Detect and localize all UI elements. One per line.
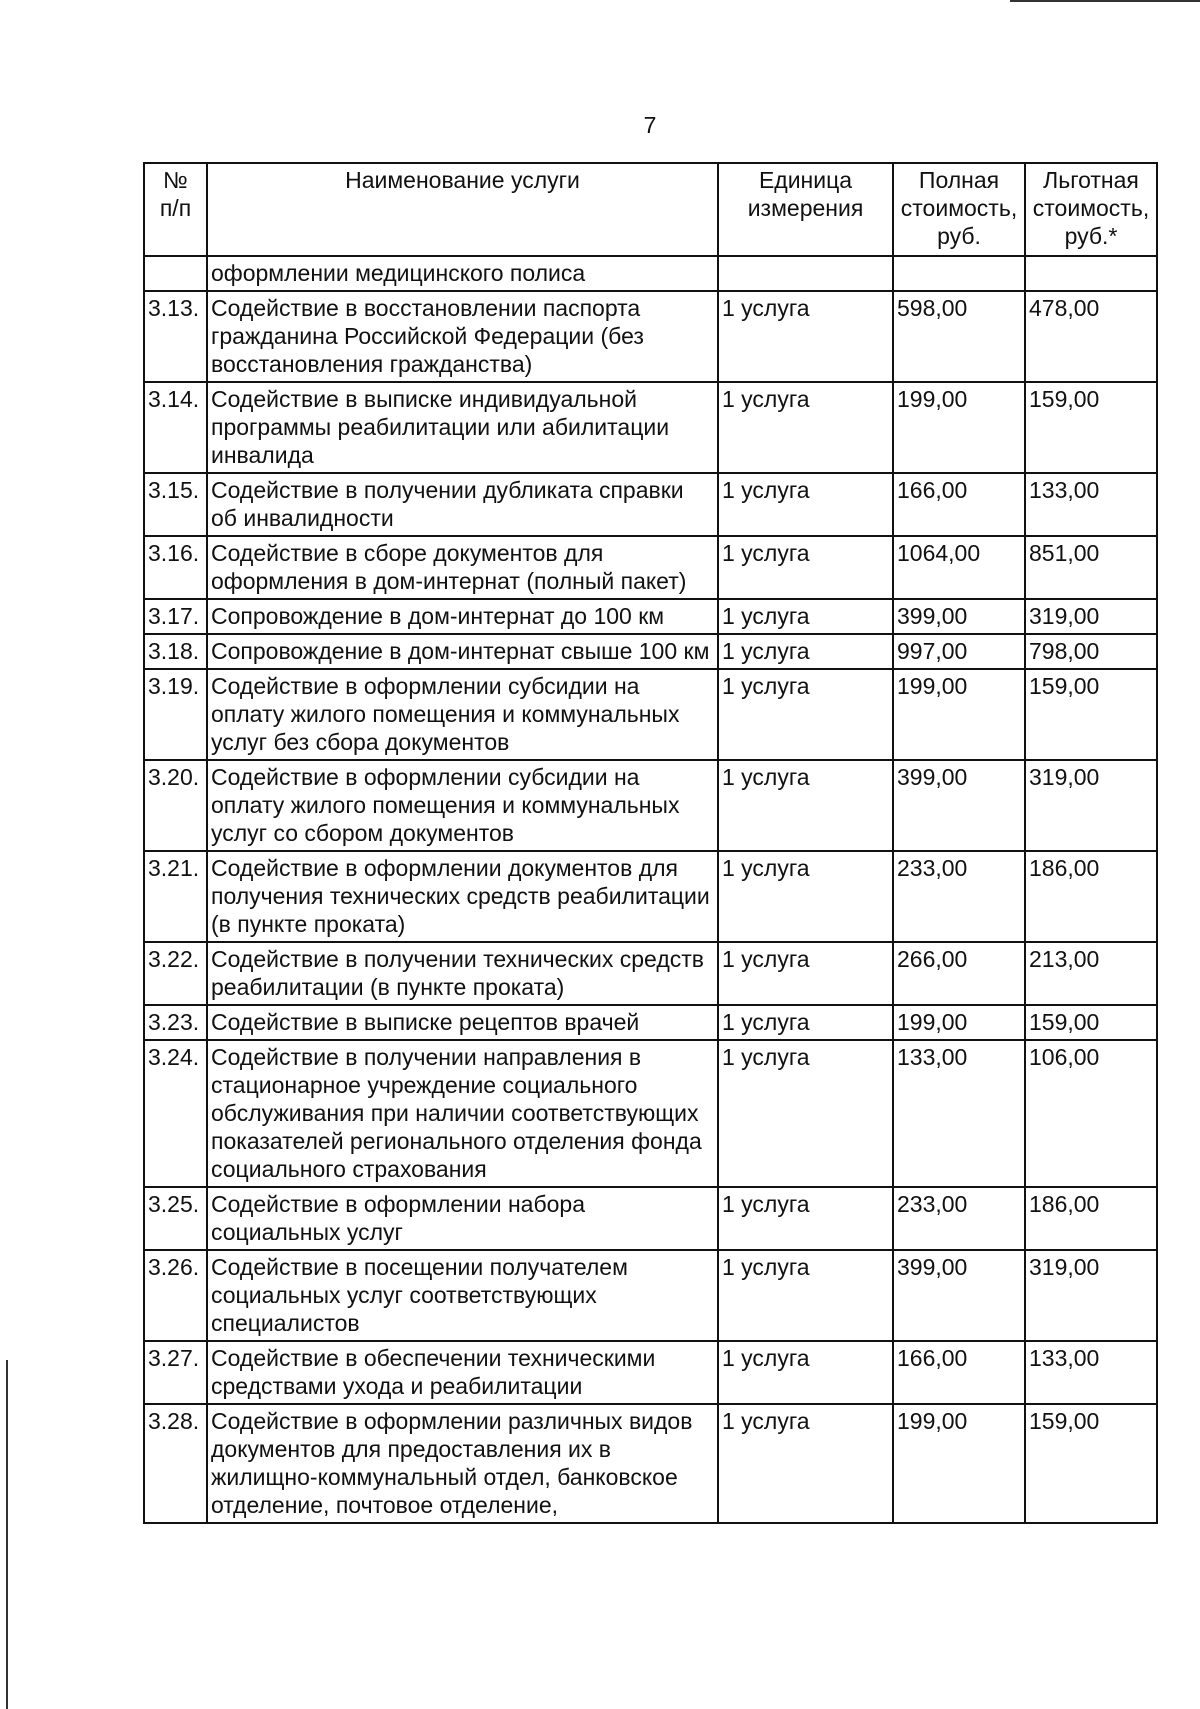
table-row — [144, 760, 1157, 851]
row-service-name: Содействие в получении направления в стационарное учреждение социального обслуживания при наличии соответствующих показателей регионального отделения фонда социального страхования — [207, 1040, 718, 1187]
row-number: 3.20. — [144, 760, 207, 851]
row-unit: 1 услуга — [718, 599, 893, 634]
row-service-name: Содействие в оформлении различных видов документов для предоставления их в жилищно-коммунальный отдел, банковское отделение, почтовое отделение, — [207, 1404, 718, 1523]
row-unit: 1 услуга — [718, 1040, 893, 1187]
row-discount-price: 319,00 — [1025, 760, 1157, 851]
row-service-name: Содействие в обеспечении техническими средствами ухода и реабилитации — [207, 1341, 718, 1404]
page-number: 7 — [643, 112, 657, 138]
row-number: 3.16. — [144, 536, 207, 599]
row-unit: 1 услуга — [718, 1187, 893, 1250]
table-row — [144, 599, 1157, 634]
table-body — [144, 256, 1157, 1523]
row-service-name: Содействие в оформлении субсидии на оплату жилого помещения и коммунальных услуг без сбора документов — [207, 669, 718, 760]
row-unit: 1 услуга — [718, 760, 893, 851]
header-full-price: Полная стоимость, руб. — [893, 163, 1025, 256]
row-number: 3.18. — [144, 634, 207, 669]
table-header-row — [144, 163, 1157, 256]
row-unit: 1 услуга — [718, 1341, 893, 1404]
row-service-name: Сопровождение в дом-интернат свыше 100 км — [207, 634, 718, 669]
row-number: 3.13. — [144, 291, 207, 382]
row-service-name: Содействие в посещении получателем социальных услуг соответствующих специалистов — [207, 1250, 718, 1341]
header-service-name: Наименование услуги — [207, 163, 718, 256]
row-number — [144, 256, 207, 291]
row-full-price: 166,00 — [893, 1341, 1025, 1404]
table-row — [144, 256, 1157, 291]
row-discount-price: 159,00 — [1025, 382, 1157, 473]
row-full-price: 166,00 — [893, 473, 1025, 536]
row-unit: 1 услуга — [718, 1250, 893, 1341]
row-number: 3.24. — [144, 1040, 207, 1187]
row-full-price: 233,00 — [893, 851, 1025, 942]
row-full-price: 199,00 — [893, 1404, 1025, 1523]
scan-edge-line-top — [1010, 0, 1200, 2]
row-service-name: Содействие в выписке рецептов врачей — [207, 1005, 718, 1040]
row-number: 3.25. — [144, 1187, 207, 1250]
row-discount-price: 186,00 — [1025, 1187, 1157, 1250]
row-discount-price: 159,00 — [1025, 1404, 1157, 1523]
row-service-name: Содействие в оформлении набора социальных услуг — [207, 1187, 718, 1250]
row-full-price: 233,00 — [893, 1187, 1025, 1250]
row-unit: 1 услуга — [718, 942, 893, 1005]
row-discount-price: 213,00 — [1025, 942, 1157, 1005]
row-unit — [718, 256, 893, 291]
row-full-price: 997,00 — [893, 634, 1025, 669]
row-discount-price: 186,00 — [1025, 851, 1157, 942]
row-number: 3.21. — [144, 851, 207, 942]
table-row — [144, 1040, 1157, 1187]
header-unit: Единица измерения — [718, 163, 893, 256]
row-discount-price — [1025, 256, 1157, 291]
row-number: 3.23. — [144, 1005, 207, 1040]
row-full-price: 399,00 — [893, 599, 1025, 634]
row-unit: 1 услуга — [718, 634, 893, 669]
row-full-price: 266,00 — [893, 942, 1025, 1005]
row-service-name: Содействие в получении технических средств реабилитации (в пункте проката) — [207, 942, 718, 1005]
table-row — [144, 291, 1157, 382]
row-full-price: 199,00 — [893, 669, 1025, 760]
row-number: 3.26. — [144, 1250, 207, 1341]
row-number: 3.19. — [144, 669, 207, 760]
row-full-price: 399,00 — [893, 1250, 1025, 1341]
header-number: № п/п — [144, 163, 207, 256]
row-unit: 1 услуга — [718, 291, 893, 382]
row-full-price: 399,00 — [893, 760, 1025, 851]
row-full-price: 133,00 — [893, 1040, 1025, 1187]
row-full-price: 1064,00 — [893, 536, 1025, 599]
scan-edge-line-left — [6, 1360, 8, 1709]
row-service-name: Содействие в оформлении документов для получения технических средств реабилитации (в пункте проката) — [207, 851, 718, 942]
row-service-name: Содействие в восстановлении паспорта гражданина Российской Федерации (без восстановления гражданства) — [207, 291, 718, 382]
row-discount-price: 319,00 — [1025, 1250, 1157, 1341]
table-row — [144, 669, 1157, 760]
row-number: 3.15. — [144, 473, 207, 536]
row-service-name: Содействие в сборе документов для оформления в дом-интернат (полный пакет) — [207, 536, 718, 599]
row-number: 3.14. — [144, 382, 207, 473]
row-unit: 1 услуга — [718, 536, 893, 599]
row-discount-price: 319,00 — [1025, 599, 1157, 634]
header-discount-price: Льготная стоимость, руб.* — [1025, 163, 1157, 256]
row-full-price: 598,00 — [893, 291, 1025, 382]
services-price-table — [143, 162, 1158, 1524]
row-number: 3.28. — [144, 1404, 207, 1523]
row-discount-price: 133,00 — [1025, 473, 1157, 536]
table-row — [144, 382, 1157, 473]
row-full-price — [893, 256, 1025, 291]
row-unit: 1 услуга — [718, 851, 893, 942]
row-service-name: Содействие в выписке индивидуальной программы реабилитации или абилитации инвалида — [207, 382, 718, 473]
table-row — [144, 1005, 1157, 1040]
row-number: 3.22. — [144, 942, 207, 1005]
table-row — [144, 634, 1157, 669]
row-full-price: 199,00 — [893, 382, 1025, 473]
row-discount-price: 851,00 — [1025, 536, 1157, 599]
table-row — [144, 1187, 1157, 1250]
row-unit: 1 услуга — [718, 1005, 893, 1040]
table-row — [144, 1250, 1157, 1341]
table-row — [144, 1404, 1157, 1523]
table-row — [144, 942, 1157, 1005]
row-discount-price: 133,00 — [1025, 1341, 1157, 1404]
row-unit: 1 услуга — [718, 1404, 893, 1523]
row-service-name: Содействие в получении дубликата справки об инвалидности — [207, 473, 718, 536]
row-service-name: оформлении медицинского полиса — [207, 256, 718, 291]
table-row — [144, 851, 1157, 942]
row-discount-price: 106,00 — [1025, 1040, 1157, 1187]
table-row — [144, 473, 1157, 536]
row-full-price: 199,00 — [893, 1005, 1025, 1040]
row-discount-price: 159,00 — [1025, 1005, 1157, 1040]
table-row — [144, 1341, 1157, 1404]
row-unit: 1 услуга — [718, 669, 893, 760]
row-service-name: Сопровождение в дом-интернат до 100 км — [207, 599, 718, 634]
table-row — [144, 536, 1157, 599]
row-service-name: Содействие в оформлении субсидии на оплату жилого помещения и коммунальных услуг со сбором документов — [207, 760, 718, 851]
row-discount-price: 478,00 — [1025, 291, 1157, 382]
row-unit: 1 услуга — [718, 473, 893, 536]
row-discount-price: 159,00 — [1025, 669, 1157, 760]
row-unit: 1 услуга — [718, 382, 893, 473]
row-number: 3.27. — [144, 1341, 207, 1404]
row-number: 3.17. — [144, 599, 207, 634]
row-discount-price: 798,00 — [1025, 634, 1157, 669]
